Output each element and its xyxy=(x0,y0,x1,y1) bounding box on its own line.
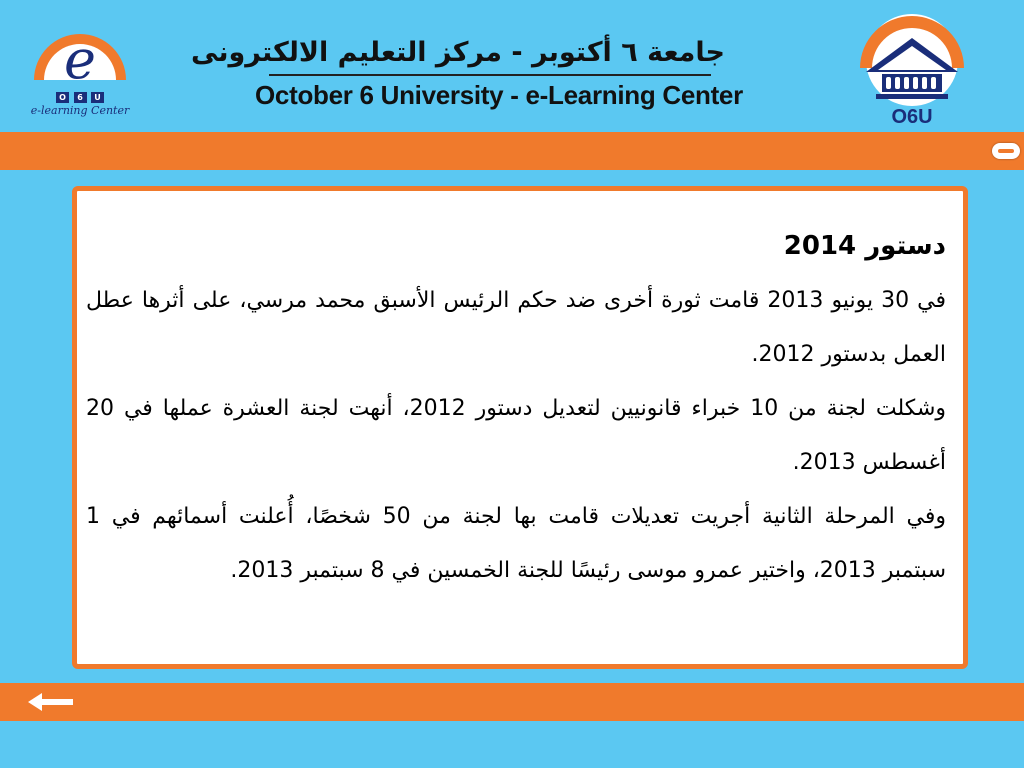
content-paragraph-1: في 30 يونيو 2013 قامت ثورة أخرى ضد حكم الرئيس الأسبق محمد مرسي، على أثرها عطل العمل بدستور 2012. xyxy=(86,288,946,367)
elearning-center-logo: e O 6 U e-learning Center xyxy=(26,8,134,126)
back-button[interactable] xyxy=(26,691,76,713)
header-title-english: October 6 University - e-Learning Center xyxy=(255,80,743,110)
footer-strip xyxy=(0,721,1024,768)
content-panel xyxy=(72,186,968,669)
content-body xyxy=(86,224,946,598)
logo-e-letter: e xyxy=(64,28,96,91)
arrow-left-icon xyxy=(26,691,76,713)
header-title-block xyxy=(191,34,743,110)
logo-caption: e-learning Center xyxy=(30,104,130,117)
content-title: دستور 2014 xyxy=(783,231,946,261)
top-nav-bar xyxy=(0,132,1024,170)
content-paragraph-3: وفي المرحلة الثانية أجريت تعديلات قامت بها لجنة من 50 شخصًا، أُعلنت أسمائهم في 1 سبتمبر 2013، واختير عمرو موسى رئيسًا للجنة الخمسين في 8 سبتمبر 2013. xyxy=(86,504,946,583)
university-logo xyxy=(852,8,972,130)
header-divider xyxy=(269,74,711,76)
header-title-arabic: جامعة ٦ أكتوبر - مركز التعليم الالكترونى xyxy=(191,37,725,68)
bottom-nav-bar xyxy=(0,683,1024,721)
content-paragraph-2: وشكلت لجنة من 10 خبراء قانونيين لتعديل دستور 2012، أنهت لجنة العشرة عملها في 20 أغسطس 2013. xyxy=(86,396,946,475)
exit-button[interactable] xyxy=(992,143,1020,159)
university-logo-text: O6U xyxy=(891,106,933,128)
